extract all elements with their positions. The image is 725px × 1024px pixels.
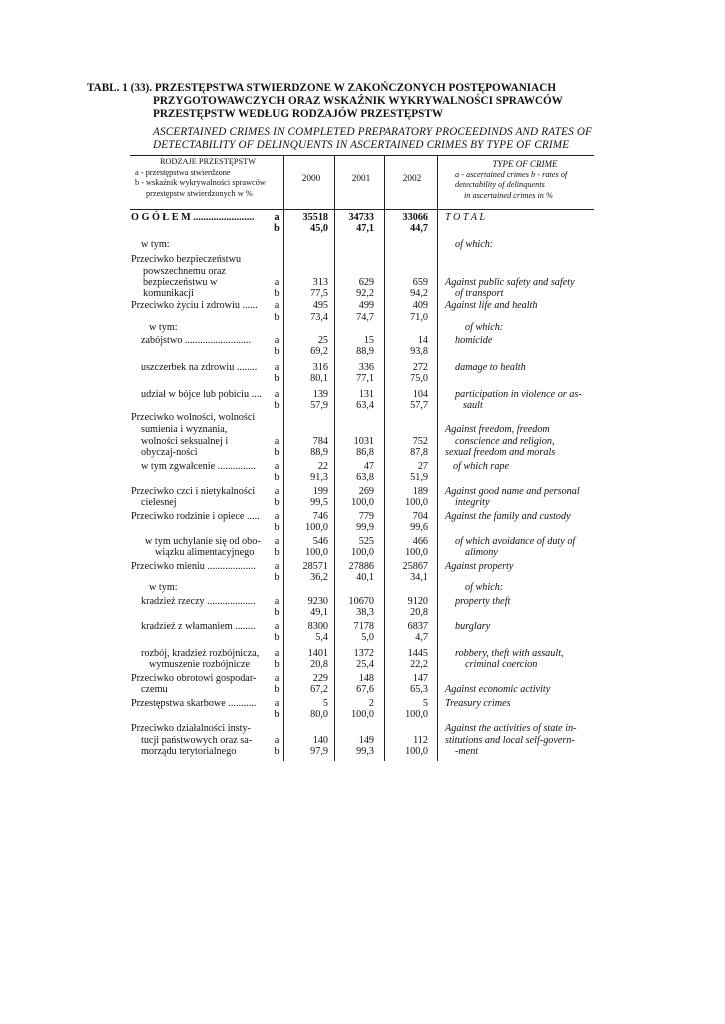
row-ab-marker: b <box>274 223 280 234</box>
row-value-2002: 75,0 <box>410 373 428 384</box>
row-label: komunikacji <box>143 288 194 299</box>
row-value-2000: 746 <box>312 511 328 522</box>
row-label-english: sault <box>463 400 483 411</box>
row-ab-marker: b <box>274 709 280 720</box>
row-ab-marker: a <box>274 648 280 659</box>
row-label: w tym: <box>141 239 170 250</box>
row-ab-marker: a <box>274 536 280 547</box>
row-label: bezpieczeństwu w <box>143 277 218 288</box>
row-label-english: of which: <box>465 322 504 333</box>
row-value-2000: 5,4 <box>315 632 328 643</box>
row-value-2000: 5 <box>322 698 328 709</box>
row-ab-marker: a <box>274 362 280 373</box>
row-value-2000: 313 <box>312 277 328 288</box>
row-value-2000: 140 <box>312 735 328 746</box>
row-value-2000: 36,2 <box>310 572 328 583</box>
row-label-english: conscience and religion, <box>455 436 555 447</box>
header-bottom-rule <box>130 209 594 210</box>
row-value-2000: 22 <box>317 461 328 472</box>
row-ab-marker: a <box>274 436 280 447</box>
row-ab-marker: b <box>274 746 280 757</box>
header-year-2002: 2002 <box>402 174 422 184</box>
row-ab-marker: a <box>274 596 280 607</box>
row-value-2002: 704 <box>412 511 428 522</box>
row-label-english: of which rape <box>453 461 510 472</box>
row-ab-marker: b <box>274 684 280 695</box>
row-value-2002: 4,7 <box>415 632 428 643</box>
row-value-2002: 27 <box>417 461 428 472</box>
row-value-2000: 546 <box>312 536 328 547</box>
row-value-2002: 6837 <box>407 621 428 632</box>
row-label: sumienia i wyznania, <box>141 424 228 435</box>
row-label-english: Against the family and custody <box>445 511 571 522</box>
header-right-a: a - ascertained crimes <box>455 169 529 179</box>
row-value-2002: 100,0 <box>405 709 428 720</box>
row-label: Przeciwko rodzinie i opiece ..... <box>131 511 260 522</box>
row-ab-marker: b <box>274 312 280 323</box>
row-label-english: sexual freedom and morals <box>445 447 556 458</box>
row-ab-marker: a <box>274 300 280 311</box>
row-ab-marker: b <box>274 659 280 670</box>
row-ab-marker: b <box>274 346 280 357</box>
row-value-2001: 779 <box>358 511 374 522</box>
row-value-2000: 67,2 <box>310 684 328 695</box>
header-crime-types-pl <box>135 157 281 199</box>
row-value-2002: 71,0 <box>410 312 428 323</box>
row-ab-marker: a <box>274 561 280 572</box>
row-label-english: Treasury crimes <box>445 698 511 709</box>
row-value-2001: 74,7 <box>356 312 374 323</box>
row-value-2000: 45,0 <box>310 223 328 234</box>
row-value-2000: 100,0 <box>305 547 328 558</box>
row-value-2002: 9120 <box>407 596 428 607</box>
header-right-title: TYPE OF CRIME <box>492 159 558 169</box>
row-label: w tym: <box>149 582 178 593</box>
header-left-b1: b - wskaźnik wykrywalności sprawców <box>135 178 266 187</box>
row-value-2002: 104 <box>412 389 428 400</box>
row-value-2002: 272 <box>412 362 428 373</box>
row-value-2000: 25 <box>317 335 328 346</box>
row-label-english: burglary <box>455 621 491 632</box>
row-value-2001: 77,1 <box>356 373 374 384</box>
row-ab-marker: b <box>274 607 280 618</box>
row-label-english: Against good name and personal <box>445 486 580 497</box>
row-ab-marker: a <box>274 673 280 684</box>
title-line-1: TABL. 1 (33). PRZESTĘPSTWA STWIERDZONE W ZAKOŃCZONYCH POSTĘPOWANIACH <box>87 82 557 94</box>
row-value-2000: 199 <box>312 486 328 497</box>
row-value-2000: 139 <box>312 389 328 400</box>
row-value-2000: 28571 <box>302 561 328 572</box>
row-value-2001: 27886 <box>348 561 374 572</box>
row-label: morządu terytorialnego <box>141 746 237 757</box>
row-label-english: Against public safety and safety <box>445 277 575 288</box>
row-label: Przeciwko życiu i zdrowiu ...... <box>131 300 258 311</box>
row-value-2000: 77,5 <box>310 288 328 299</box>
row-label: Przeciwko mieniu ................... <box>131 561 256 572</box>
column-divider <box>283 155 284 761</box>
row-ab-marker: a <box>274 461 280 472</box>
row-value-2001: 148 <box>358 673 374 684</box>
row-label-english: stitutions and local self-govern- <box>445 735 575 746</box>
row-value-2002: 34,1 <box>410 572 428 583</box>
row-label-english: homicide <box>455 335 493 346</box>
row-ab-marker: b <box>274 288 280 299</box>
row-label: rozbój, kradzież rozbójnicza, <box>141 648 260 659</box>
row-label: udział w bójce lub pobiciu .... <box>141 389 262 400</box>
row-label-english: property theft <box>455 596 511 607</box>
row-label-english: damage to health <box>455 362 526 373</box>
row-value-2001: 92,2 <box>356 288 374 299</box>
row-value-2001: 63,4 <box>356 400 374 411</box>
header-right-b2: in ascertained crimes in % <box>464 190 553 200</box>
row-value-2001: 47 <box>363 461 374 472</box>
row-ab-marker: b <box>274 472 280 483</box>
row-value-2001: 336 <box>358 362 374 373</box>
row-value-2001: 525 <box>358 536 374 547</box>
row-value-2001: 2 <box>368 698 374 709</box>
row-value-2001: 47,1 <box>356 223 374 234</box>
row-ab-marker: a <box>274 621 280 632</box>
row-value-2002: 20,8 <box>410 607 428 618</box>
row-ab-marker: a <box>274 486 280 497</box>
row-label-english: -ment <box>455 746 479 757</box>
row-value-2000: 9230 <box>307 596 328 607</box>
row-label-english: participation in violence or as- <box>455 389 582 400</box>
row-ab-marker: a <box>274 335 280 346</box>
table-title-english <box>153 126 633 152</box>
header-year-2000: 2000 <box>301 174 321 184</box>
row-label: O G Ó Ł E M ........................ <box>131 212 255 223</box>
row-value-2002: 93,8 <box>410 346 428 357</box>
row-ab-marker: a <box>274 277 280 288</box>
row-value-2001: 38,3 <box>356 607 374 618</box>
row-value-2002: 112 <box>413 735 428 746</box>
row-label-english: alimony <box>465 547 498 558</box>
row-label: kradzież rzeczy ................... <box>141 596 256 607</box>
row-value-2002: 87,8 <box>410 447 428 458</box>
row-label: kradzież z włamaniem ........ <box>141 621 256 632</box>
row-ab-marker: b <box>274 522 280 533</box>
row-value-2001: 40,1 <box>356 572 374 583</box>
row-value-2000: 100,0 <box>305 522 328 533</box>
row-label-english: Against freedom, freedom <box>445 424 550 435</box>
header-left-b2: przestępstw stwierdzonych w % <box>146 188 253 198</box>
row-value-2002: 51,9 <box>410 472 428 483</box>
row-value-2000: 495 <box>312 300 328 311</box>
row-value-2001: 629 <box>358 277 374 288</box>
column-divider <box>437 155 438 761</box>
row-label-english: T O T A L <box>445 212 486 223</box>
row-value-2000: 91,3 <box>310 472 328 483</box>
row-ab-marker: a <box>274 698 280 709</box>
row-value-2001: 100,0 <box>351 709 374 720</box>
row-label: powszechnemu oraz <box>143 266 226 277</box>
header-right-b1: b - rates of detectability of delinquents <box>455 169 568 189</box>
row-value-2000: 88,9 <box>310 447 328 458</box>
row-label-english: of which: <box>465 582 504 593</box>
row-value-2002: 94,2 <box>410 288 428 299</box>
row-value-2002: 65,3 <box>410 684 428 695</box>
row-ab-marker: a <box>274 212 280 223</box>
row-label: czemu <box>141 684 168 695</box>
row-value-2002: 466 <box>412 536 428 547</box>
table-title <box>87 82 647 121</box>
row-label-english: Against property <box>445 561 514 572</box>
row-value-2001: 99,3 <box>356 746 374 757</box>
row-value-2002: 57,7 <box>410 400 428 411</box>
row-ab-marker: b <box>274 497 280 508</box>
row-label-english: integrity <box>455 497 490 508</box>
row-value-2000: 69,2 <box>310 346 328 357</box>
row-value-2002: 22,2 <box>410 659 428 670</box>
row-value-2002: 100,0 <box>405 746 428 757</box>
row-value-2000: 8300 <box>307 621 328 632</box>
row-value-2001: 10670 <box>348 596 374 607</box>
row-value-2001: 7178 <box>353 621 374 632</box>
row-label: w tym: <box>149 322 178 333</box>
row-value-2000: 316 <box>312 362 328 373</box>
row-value-2001: 88,9 <box>356 346 374 357</box>
row-value-2002: 752 <box>412 436 428 447</box>
row-label: w tym uchylanie się od obo- <box>145 536 261 547</box>
row-ab-marker: b <box>274 400 280 411</box>
row-ab-marker: b <box>274 373 280 384</box>
row-ab-marker: b <box>274 572 280 583</box>
column-divider <box>384 155 385 761</box>
row-label-english: of transport <box>455 288 504 299</box>
row-value-2002: 25867 <box>402 561 428 572</box>
row-value-2001: 15 <box>363 335 374 346</box>
row-label-english: robbery, theft with assault, <box>455 648 564 659</box>
row-ab-marker: b <box>274 547 280 558</box>
row-value-2000: 57,9 <box>310 400 328 411</box>
row-value-2001: 25,4 <box>356 659 374 670</box>
row-label: Przeciwko wolności, wolności <box>131 412 256 423</box>
row-value-2001: 149 <box>358 735 374 746</box>
row-value-2001: 1031 <box>353 436 374 447</box>
row-value-2000: 97,9 <box>310 746 328 757</box>
row-value-2002: 14 <box>417 335 428 346</box>
row-ab-marker: b <box>274 632 280 643</box>
row-value-2002: 147 <box>412 673 428 684</box>
row-value-2001: 99,9 <box>356 522 374 533</box>
header-crime-types-en <box>455 159 595 201</box>
row-label-english: of which: <box>455 239 494 250</box>
row-value-2001: 34733 <box>348 212 374 223</box>
row-value-2001: 1372 <box>353 648 374 659</box>
row-value-2002: 33066 <box>402 212 428 223</box>
row-value-2001: 269 <box>358 486 374 497</box>
row-label: wolności seksualnej i <box>141 436 229 447</box>
row-value-2002: 44,7 <box>410 223 428 234</box>
row-value-2002: 659 <box>412 277 428 288</box>
row-label-english: Against life and health <box>445 300 538 311</box>
row-ab-marker: a <box>274 735 280 746</box>
row-label-english: Against the activities of state in- <box>445 723 577 734</box>
row-value-2001: 86,8 <box>356 447 374 458</box>
header-left-a: a - przestępstwa stwierdzone <box>135 167 231 177</box>
row-label: Przeciwko działalności insty- <box>131 723 251 734</box>
row-value-2000: 49,1 <box>310 607 328 618</box>
row-value-2000: 229 <box>312 673 328 684</box>
row-label: tucji państwowych oraz sa- <box>141 735 253 746</box>
row-value-2000: 73,4 <box>310 312 328 323</box>
row-value-2000: 80,1 <box>310 373 328 384</box>
row-label: Przeciwko obrotowi gospodar- <box>131 673 257 684</box>
row-value-2001: 5,0 <box>361 632 374 643</box>
row-ab-marker: a <box>274 511 280 522</box>
row-value-2001: 131 <box>358 389 374 400</box>
row-label-english: of which avoidance of duty of <box>455 536 576 547</box>
row-value-2001: 67,6 <box>356 684 374 695</box>
header-left-title: RODZAJE PRZESTĘPSTW <box>159 157 257 166</box>
row-label: wymuszenie rozbójnicze <box>149 659 250 670</box>
row-value-2001: 63,8 <box>356 472 374 483</box>
row-value-2000: 784 <box>312 436 328 447</box>
row-value-2001: 100,0 <box>351 547 374 558</box>
row-value-2002: 99,6 <box>410 522 428 533</box>
title-line-2: PRZYGOTOWAWCZYCH ORAZ WSKAŹNIK WYKRYWALNOŚCI SPRAWCÓW <box>153 95 563 107</box>
title-en-line-1: ASCERTAINED CRIMES IN COMPLETED PREPARATORY PROCEEDINDS AND RATES OF <box>153 126 593 138</box>
row-label: wiązku alimentacyjnego <box>155 547 255 558</box>
row-label: Przestępstwa skarbowe ........... <box>131 698 257 709</box>
row-label: zabójstwo .......................... <box>141 335 252 346</box>
row-value-2000: 1401 <box>307 648 328 659</box>
row-label: Przeciwko czci i nietykalności <box>131 486 256 497</box>
row-label: w tym zgwałcenie ............... <box>141 461 256 472</box>
row-value-2001: 499 <box>358 300 374 311</box>
row-value-2000: 99,5 <box>310 497 328 508</box>
row-label: cielesnej <box>141 497 177 508</box>
row-value-2002: 100,0 <box>405 547 428 558</box>
row-value-2002: 1445 <box>407 648 428 659</box>
row-label-english: Against economic activity <box>445 684 551 695</box>
row-value-2002: 100,0 <box>405 497 428 508</box>
row-value-2000: 35518 <box>302 212 328 223</box>
header-year-2001: 2001 <box>351 174 371 184</box>
row-ab-marker: b <box>274 447 280 458</box>
row-value-2002: 5 <box>422 698 428 709</box>
table-top-rule <box>130 155 594 156</box>
row-value-2000: 80,0 <box>310 709 328 720</box>
row-value-2002: 189 <box>412 486 428 497</box>
title-en-line-2: DETECTABILITY OF DELINQUENTS IN ASCERTAINED CRIMES BY TYPE OF CRIME <box>153 139 570 151</box>
row-label: obyczaj-ności <box>141 447 198 458</box>
title-line-3: PRZESTĘPSTW WEDŁUG RODZAJÓW PRZESTĘPSTW <box>153 108 444 120</box>
row-label-english: criminal coercion <box>465 659 538 670</box>
row-value-2000: 20,8 <box>310 659 328 670</box>
row-value-2002: 409 <box>412 300 428 311</box>
row-ab-marker: a <box>274 389 280 400</box>
row-label: uszczerbek na zdrowiu ........ <box>141 362 258 373</box>
row-value-2001: 100,0 <box>351 497 374 508</box>
row-label: Przeciwko bezpieczeństwu <box>131 254 242 265</box>
